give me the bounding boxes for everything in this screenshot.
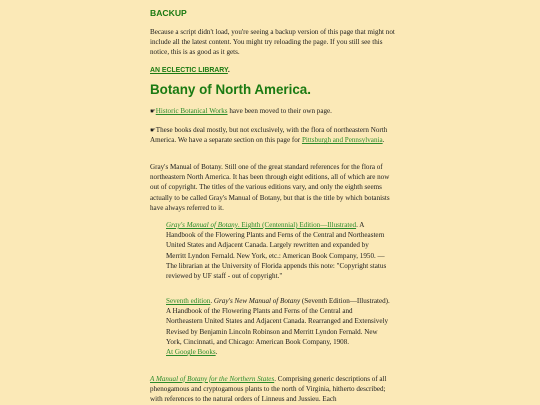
moved-notice xyxy=(150,106,395,116)
historic-botanical-works-link[interactable]: Historic Botanical Works xyxy=(155,107,228,115)
page-title: Botany of North America. xyxy=(150,82,311,97)
backup-heading: BACKUP xyxy=(150,8,187,18)
northern-states-entry xyxy=(150,374,395,405)
entry-eighth-edition xyxy=(166,220,390,281)
moved-notice-text: have been moved to their own page. xyxy=(227,107,332,115)
scope-notice-suffix: . xyxy=(382,136,385,145)
eighth-edition-link-rest: . Eighth (Centennial) Edition—Illustrated xyxy=(237,221,357,229)
pointing-hand-icon: ☛ xyxy=(150,107,156,115)
backup-notice: Because a script didn't load, you're seeing a backup version of this page that might not include all the latest content. You might try reloading the page. If you still see this notice, this is as good as it gets. xyxy=(150,28,395,57)
library-link-line xyxy=(150,66,230,75)
scope-notice-text: These books deal mostly, but not exclusively, with the flora of northeastern North America. We have a separate section on this page for xyxy=(150,126,388,145)
library-link[interactable]: AN ECLECTIC LIBRARY xyxy=(150,67,228,74)
library-link-suffix: . xyxy=(227,67,230,74)
northern-states-link[interactable] xyxy=(150,375,274,383)
northern-states-link-italic: A Manual of Botany for the Northern States xyxy=(150,375,275,383)
pointing-hand-icon: ☛ xyxy=(150,126,156,134)
grays-manual-intro: Gray's Manual of Botany. Still one of the great standard references for the flora of northeastern North America. It has been through eight editions, all of which are now out of copyright. The titles of the various editions vary, and only the eighth seems actually to be called Gray's Manual of Botany, but that is the title by which botanists have always referred to it. xyxy=(150,163,390,212)
google-books-suffix: . xyxy=(215,348,218,357)
eighth-edition-text: . A Handbook of the Flowering Plants and Ferns of the Central and Northeastern United States and Adjacent Canada. Largely rewritten and expanded by Merritt Lyndon Fernald. New York, etc.: American Book Company, 1950. —The librarian at the University of Florida appends this note: "Copyright status reviewed by UF staff - out of copyright." xyxy=(166,221,387,281)
entry-seventh-edition xyxy=(166,296,390,357)
seventh-edition-title: Gray's New Manual of Botany xyxy=(213,297,301,305)
northern-states-text: . Comprising generic descriptions of all phenogamous and cryptogamous plants to the north of Virginia, hitherto described; with references to the natural orders of Linneus and Jussieu. Each xyxy=(150,375,387,404)
eighth-edition-link[interactable] xyxy=(166,221,356,229)
pittsburgh-pennsylvania-link[interactable]: Pittsburgh and Pennsylvania xyxy=(301,136,383,145)
scope-notice xyxy=(150,125,395,145)
eighth-edition-link-italic: Gray's Manual of Botany xyxy=(166,221,238,229)
google-books-link[interactable]: At Google Books xyxy=(166,348,216,357)
seventh-edition-text: (Seventh Edition—Illustrated). A Handbook of the Flowering Plants and Ferns of the Central and Northeastern United States and Adjacent Canada. Rearranged and Extensively Revised by Benjamin Lincoln Robinson and Merritt Lyndon Fernald. New York, Cincinnati, and Chicago: American Book Company, 1908. xyxy=(166,297,390,346)
seventh-edition-separator: . xyxy=(210,297,214,305)
seventh-edition-link[interactable]: Seventh edition xyxy=(166,297,211,305)
